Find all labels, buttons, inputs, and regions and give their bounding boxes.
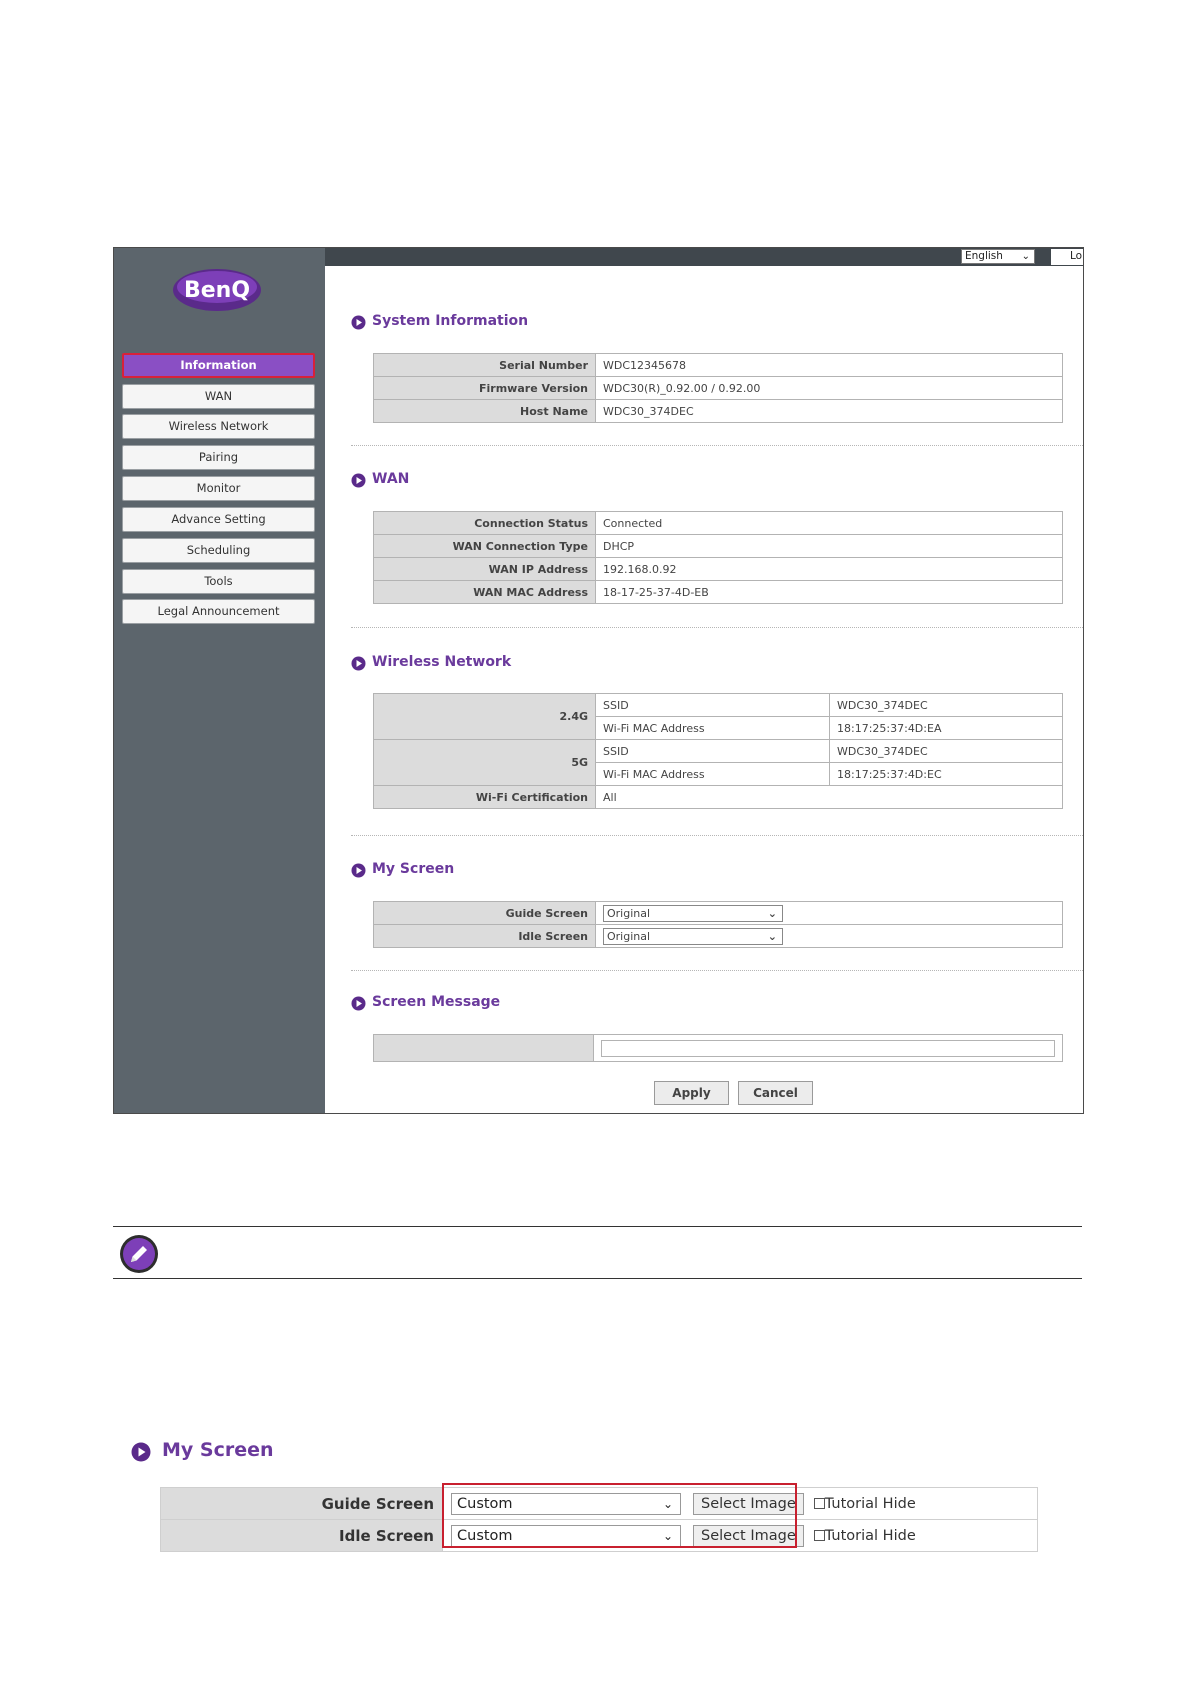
system-info-table — [373, 353, 1063, 423]
section-title-system-information: System Information — [372, 313, 529, 329]
cancel-button[interactable]: Cancel — [738, 1081, 813, 1105]
select-value: Custom — [457, 1495, 513, 1512]
play-circle-icon — [351, 863, 366, 878]
section-divider — [351, 835, 1083, 836]
note-divider-bottom — [113, 1278, 1082, 1279]
row-key: Guide Screen — [161, 1488, 443, 1520]
select-value: Original — [607, 929, 651, 943]
chevron-down-icon: ⌄ — [767, 906, 777, 920]
zoom-section-title: My Screen — [162, 1439, 274, 1461]
chevron-down-icon: ⌄ — [662, 1496, 673, 1511]
row-key: Idle Screen — [161, 1520, 443, 1552]
table-row — [374, 786, 1063, 809]
nav-advance-setting[interactable]: Advance Setting — [122, 507, 315, 532]
language-select[interactable] — [961, 249, 1035, 264]
nav-scheduling[interactable]: Scheduling — [122, 538, 315, 563]
row-value — [443, 1520, 1038, 1552]
select-image-button[interactable]: Select Image — [693, 1525, 804, 1547]
row-value: WDC30_374DEC — [830, 740, 1063, 763]
table-row — [161, 1520, 1038, 1552]
sidebar — [114, 248, 325, 1113]
nav-information[interactable]: Information — [122, 353, 315, 378]
section-divider — [351, 627, 1083, 628]
select-value: Original — [607, 906, 651, 920]
wireless-table — [373, 693, 1063, 809]
tutorial-hide-label: Tutorial Hide — [824, 1527, 916, 1544]
row-key: SSID — [596, 694, 830, 717]
play-circle-icon — [351, 996, 366, 1011]
section-divider — [351, 445, 1083, 446]
table-row — [374, 740, 1063, 763]
table-row — [374, 354, 1063, 377]
logout-button[interactable]: Lo — [1051, 249, 1083, 265]
admin-screenshot — [113, 247, 1084, 1114]
pencil-icon — [119, 1234, 159, 1274]
row-key — [374, 1035, 594, 1062]
table-row — [374, 535, 1063, 558]
note-divider-top — [113, 1226, 1082, 1227]
row-key: Connection Status — [374, 512, 596, 535]
benq-logo — [171, 266, 263, 314]
play-circle-icon — [351, 315, 366, 330]
play-circle-icon — [351, 656, 366, 671]
table-row — [374, 925, 1063, 948]
my-screen-table — [373, 901, 1063, 948]
row-value: DHCP — [596, 535, 1063, 558]
select-image-button[interactable]: Select Image — [693, 1493, 804, 1515]
row-key: Wi-Fi MAC Address — [596, 763, 830, 786]
table-row — [374, 694, 1063, 717]
row-value — [443, 1488, 1038, 1520]
nav-tools[interactable]: Tools — [122, 569, 315, 594]
chevron-down-icon: ⌄ — [1021, 251, 1030, 262]
band-24-label: 2.4G — [374, 694, 596, 740]
screen-message-input[interactable] — [601, 1040, 1055, 1057]
zoom-my-screen-table — [160, 1487, 1038, 1552]
play-circle-icon — [131, 1442, 151, 1462]
row-key: SSID — [596, 740, 830, 763]
idle-screen-select[interactable] — [603, 928, 783, 945]
select-value: Custom — [457, 1527, 513, 1544]
screen-message-table — [373, 1034, 1063, 1062]
nav-wan[interactable]: WAN — [122, 384, 315, 409]
row-value: 192.168.0.92 — [596, 558, 1063, 581]
row-key: WAN MAC Address — [374, 581, 596, 604]
row-key: Host Name — [374, 400, 596, 423]
row-value — [596, 902, 1063, 925]
apply-button[interactable]: Apply — [654, 1081, 729, 1105]
chevron-down-icon: ⌄ — [767, 929, 777, 943]
table-row — [374, 377, 1063, 400]
table-row — [161, 1488, 1038, 1520]
language-value: English — [965, 250, 1003, 262]
row-value: WDC30(R)_0.92.00 / 0.92.00 — [596, 377, 1063, 400]
table-row — [374, 558, 1063, 581]
nav-monitor[interactable]: Monitor — [122, 476, 315, 501]
row-key: Wi-Fi Certification — [374, 786, 596, 809]
band-5-label: 5G — [374, 740, 596, 786]
row-value: WDC30_374DEC — [830, 694, 1063, 717]
section-divider — [351, 970, 1083, 971]
table-row — [374, 581, 1063, 604]
tutorial-hide-checkbox[interactable] — [814, 1498, 825, 1509]
wan-table — [373, 511, 1063, 604]
row-key: WAN IP Address — [374, 558, 596, 581]
row-key: Idle Screen — [374, 925, 596, 948]
row-value: WDC30_374DEC — [596, 400, 1063, 423]
table-row — [374, 400, 1063, 423]
nav-legal-announcement[interactable]: Legal Announcement — [122, 599, 315, 624]
row-key: Firmware Version — [374, 377, 596, 400]
row-value — [596, 925, 1063, 948]
table-row — [374, 902, 1063, 925]
guide-screen-select[interactable] — [603, 905, 783, 922]
guide-screen-select[interactable] — [451, 1493, 681, 1515]
row-key: Serial Number — [374, 354, 596, 377]
table-row — [374, 1035, 1063, 1062]
row-value — [594, 1035, 1063, 1062]
idle-screen-select[interactable] — [451, 1525, 681, 1547]
row-value: WDC12345678 — [596, 354, 1063, 377]
row-value: 18:17:25:37:4D:EC — [830, 763, 1063, 786]
nav-wireless-network[interactable]: Wireless Network — [122, 414, 315, 439]
row-value: All — [596, 786, 1063, 809]
row-key: Wi-Fi MAC Address — [596, 717, 830, 740]
row-value: 18:17:25:37:4D:EA — [830, 717, 1063, 740]
section-title-screen-message: Screen Message — [372, 994, 501, 1010]
section-title-my-screen: My Screen — [372, 861, 455, 877]
row-key: WAN Connection Type — [374, 535, 596, 558]
play-circle-icon — [351, 473, 366, 488]
tutorial-hide-label: Tutorial Hide — [824, 1495, 916, 1512]
row-key: Guide Screen — [374, 902, 596, 925]
section-title-wireless-network: Wireless Network — [372, 654, 512, 670]
section-title-wan: WAN — [372, 471, 410, 487]
table-row — [374, 512, 1063, 535]
row-value: Connected — [596, 512, 1063, 535]
tutorial-hide-checkbox[interactable] — [814, 1530, 825, 1541]
row-value: 18-17-25-37-4D-EB — [596, 581, 1063, 604]
top-bar — [325, 248, 1083, 266]
nav-pairing[interactable]: Pairing — [122, 445, 315, 470]
svg-text:BenQ: BenQ — [183, 278, 251, 303]
chevron-down-icon: ⌄ — [662, 1528, 673, 1543]
